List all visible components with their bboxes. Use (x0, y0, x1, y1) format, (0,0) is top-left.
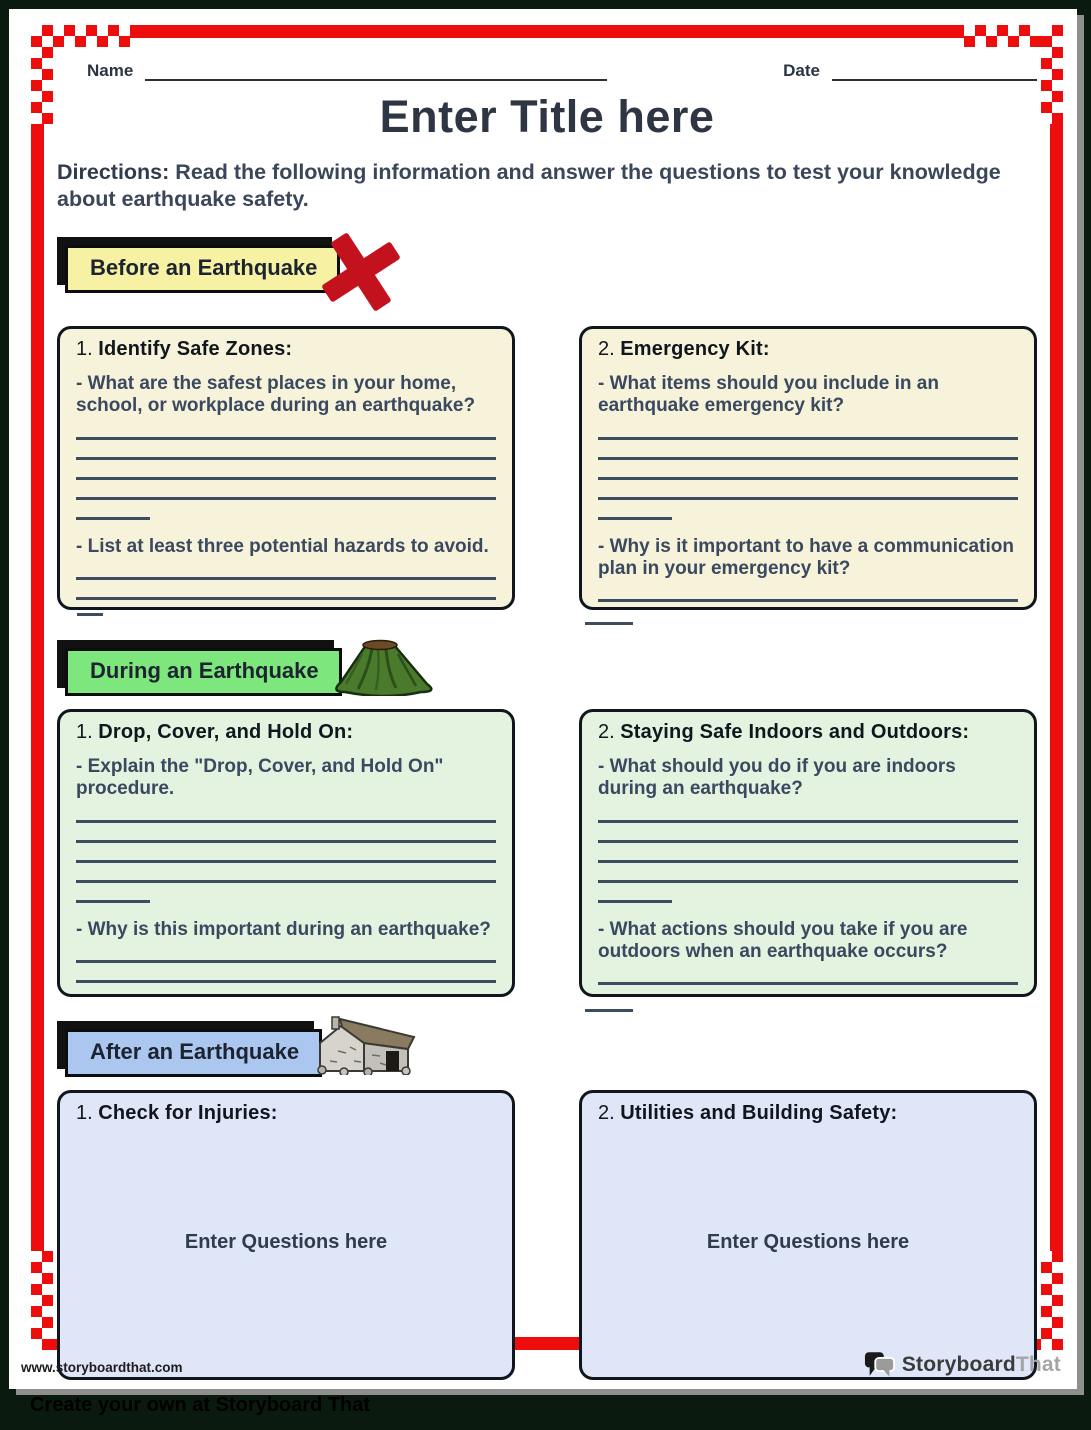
box-title-text: Staying Safe Indoors and Outdoors: (620, 720, 970, 743)
website-url: www.storyboardthat.com (21, 1360, 183, 1375)
answer-line (76, 480, 496, 500)
answer-line (76, 560, 496, 580)
section-during-boxes (57, 709, 1037, 997)
question-text: - List at least three potential hazards to avoid. (76, 535, 489, 557)
during-box-1-col (57, 709, 515, 997)
answer-line (76, 843, 496, 863)
answer-lines (76, 560, 496, 610)
answer-line-below (77, 613, 103, 616)
answer-line (76, 420, 496, 440)
worksheet-content (57, 25, 1037, 1380)
logo-storyboard: Storyboard (901, 1352, 1016, 1376)
question-text: - Why is it important to have a communication plan in your emergency kit? (598, 535, 1014, 579)
before-box-2-title (598, 338, 1018, 361)
answer-line (76, 943, 496, 963)
box-number: 2. (598, 1101, 615, 1124)
box-title-text: Utilities and Building Safety: (620, 1101, 898, 1124)
answer-line (76, 863, 496, 883)
question-text: - Explain the "Drop, Cover, and Hold On" procedure. (76, 755, 444, 800)
box-number: 2. (598, 720, 615, 743)
answer-line-short (76, 883, 150, 903)
logo-that: That (1015, 1352, 1061, 1376)
logo-text (902, 1353, 1061, 1377)
answer-line (76, 983, 496, 997)
answer-line (76, 600, 496, 610)
box-title-text: Emergency Kit: (620, 337, 770, 360)
section-after-earthquake (57, 1021, 1037, 1380)
section-before-earthquake (57, 237, 1037, 610)
questions-placeholder[interactable]: Enter Questions here (706, 1231, 910, 1254)
directions-body: Read the following information and answer the questions to test your knowledge about earthquake safety. (57, 160, 1001, 211)
answer-line (76, 440, 496, 460)
border-bar-left (31, 124, 44, 1251)
answer-line-below (585, 622, 633, 625)
answer-line (76, 580, 496, 600)
answer-line (76, 963, 496, 983)
answer-line (76, 460, 496, 480)
answer-lines (598, 420, 1018, 520)
house-icon (310, 1011, 418, 1075)
question-text: - Why is this important during an earthquake? (76, 918, 491, 940)
answer-line (598, 582, 1018, 602)
answer-lines (76, 943, 496, 997)
date-field-line (832, 61, 1037, 81)
section-during-header: During an Earthquake (65, 648, 342, 696)
before-box-1-title (76, 338, 496, 361)
create-your-own-tagline: Create your own at Storyboard That (30, 1394, 371, 1416)
answer-line (598, 863, 1018, 883)
during-box-2 (579, 709, 1037, 997)
box-number: 1. (76, 337, 93, 360)
question-text: - What are the safest places in your home, school, or workplace during an earthquake? (76, 372, 476, 417)
section-after-boxes (57, 1090, 1037, 1380)
answer-line-short (76, 500, 150, 520)
section-after-header: After an Earthquake (65, 1029, 322, 1077)
box-number: 2. (598, 337, 615, 360)
question-text: - What items should you include in an earthquake emergency kit? (598, 372, 939, 417)
worksheet-page (9, 9, 1077, 1389)
during-box-1 (57, 709, 515, 997)
name-date-row (57, 61, 1037, 81)
section-before-header: Before an Earthquake (65, 245, 340, 293)
answer-lines (76, 803, 496, 903)
after-box-2-col (579, 1090, 1037, 1380)
answer-lines (598, 582, 1018, 609)
before-box-2-col (579, 326, 1037, 610)
section-before-header-row (57, 237, 1037, 313)
answer-line-short (598, 883, 672, 903)
after-box-2-title (598, 1102, 1018, 1125)
answer-lines (598, 803, 1018, 903)
directions-label: Directions: (57, 160, 170, 184)
before-box-2 (579, 326, 1037, 610)
answer-line (598, 480, 1018, 500)
directions-text (57, 159, 1037, 213)
answer-line (598, 420, 1018, 440)
answer-line-below (585, 1009, 633, 1012)
questions-placeholder[interactable]: Enter Questions here (184, 1231, 388, 1254)
storyboardthat-logo (864, 1350, 1061, 1379)
answer-line (598, 823, 1018, 843)
name-field-line (145, 61, 607, 81)
answer-line (76, 803, 496, 823)
question-text: - What actions should you take if you are outdoors when an earthquake occurs? (598, 918, 968, 962)
border-checker-bottom-left-v (31, 1251, 53, 1350)
page-title[interactable]: Enter Title here (379, 91, 715, 142)
before-box-1-col (57, 326, 515, 610)
border-checker-top-right-v (1041, 25, 1063, 124)
date-label: Date (783, 61, 820, 80)
answer-line (598, 843, 1018, 863)
volcano-icon (328, 636, 440, 696)
during-box-2-title (598, 721, 1018, 744)
box-number: 1. (76, 1101, 93, 1124)
after-box-2 (579, 1090, 1037, 1380)
section-before-boxes (57, 326, 1037, 610)
section-during-earthquake (57, 640, 1037, 997)
after-box-1-col (57, 1090, 515, 1380)
section-after-header-row (57, 1021, 1037, 1077)
red-x-icon (320, 231, 402, 313)
box-title-text: Identify Safe Zones: (98, 337, 293, 360)
after-box-1 (57, 1090, 515, 1380)
answer-line (598, 803, 1018, 823)
box-title-text: Check for Injuries: (98, 1101, 278, 1124)
question-text: - What should you do if you are indoors during an earthquake? (598, 755, 956, 800)
answer-line (598, 440, 1018, 460)
answer-lines (76, 420, 496, 520)
answer-line (76, 823, 496, 843)
speech-bubbles-icon (864, 1350, 896, 1379)
answer-line (598, 460, 1018, 480)
answer-line-short (598, 500, 672, 520)
border-bar-right (1050, 124, 1063, 1251)
before-box-1 (57, 326, 515, 610)
name-label: Name (87, 61, 134, 80)
during-box-1-title (76, 721, 496, 744)
section-during-header-row (57, 640, 1037, 696)
answer-line (598, 602, 1018, 609)
answer-line (598, 965, 1018, 985)
border-checker-bottom-right-v (1041, 1251, 1063, 1350)
during-box-2-col (579, 709, 1037, 997)
answer-lines (598, 965, 1018, 996)
box-title-text: Drop, Cover, and Hold On: (98, 720, 354, 743)
answer-line (598, 985, 1018, 996)
after-box-1-title (76, 1102, 496, 1125)
border-checker-top-left-v (31, 25, 53, 124)
box-number: 1. (76, 720, 93, 743)
